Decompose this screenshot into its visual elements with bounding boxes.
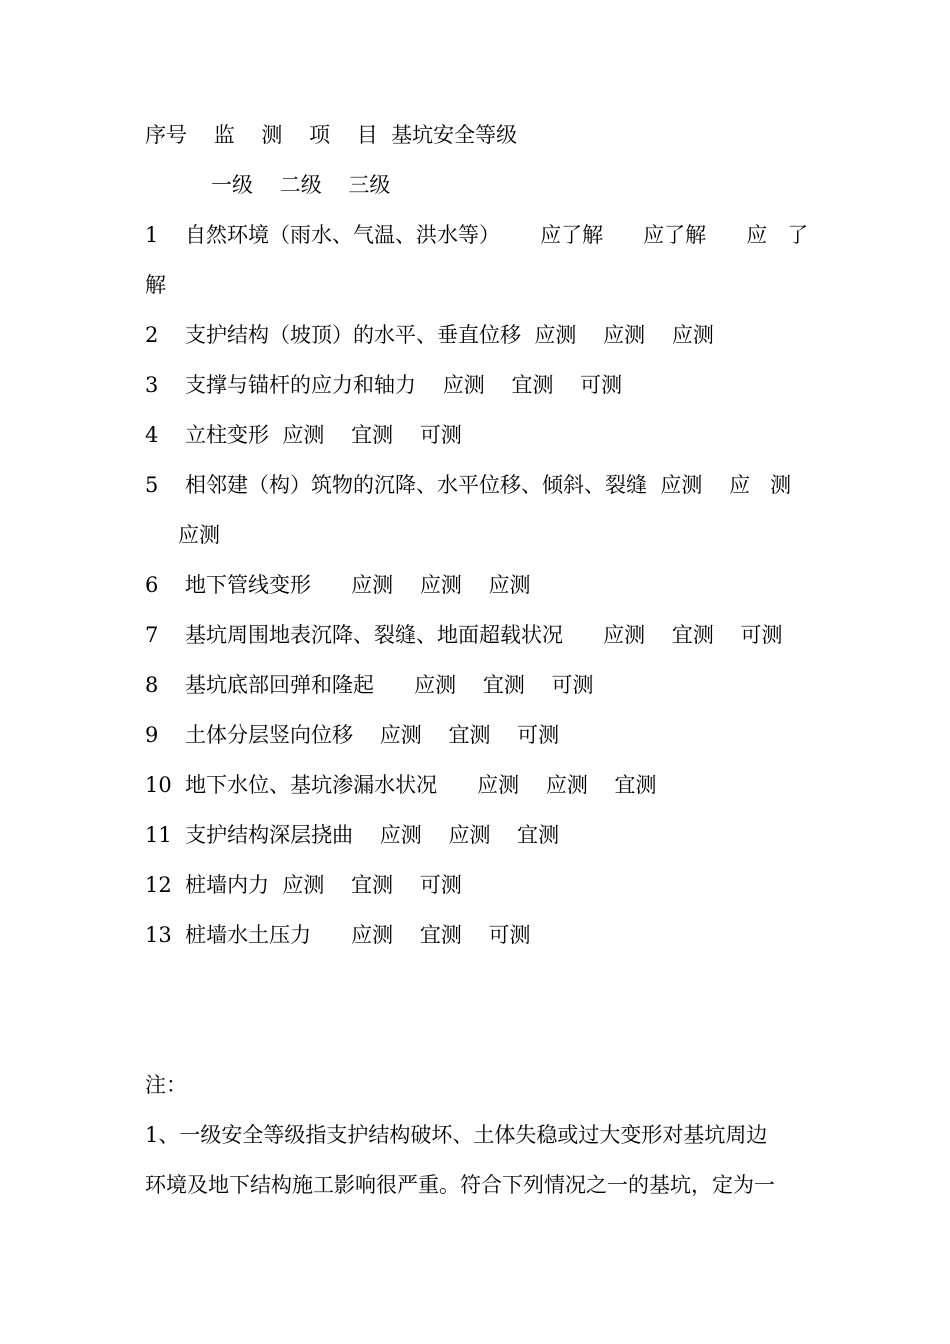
table-header-levels: 一级 二级 三级 — [211, 173, 391, 197]
monitoring-row-2: 2 支护结构（坡顶）的水平、垂直位移 应测 应测 应测 — [145, 323, 714, 347]
note-item-1-line-2: 环境及地下结构施工影响很严重。符合下列情况之一的基坑，定为一 — [145, 1173, 775, 1197]
monitoring-row-7: 7 基坑周围地表沉降、裂缝、地面超载状况 应测 宜测 可测 — [145, 623, 783, 647]
monitoring-row-12: 12 桩墙内力 应测 宜测 可测 — [145, 873, 462, 897]
monitoring-row-9: 9 土体分层竖向位移 应测 宜测 可测 — [145, 723, 560, 747]
note-item-1-line-1: 1、一级安全等级指支护结构破坏、土体失稳或过大变形对基坑周边 — [145, 1123, 768, 1147]
monitoring-row-6: 6 地下管线变形 应测 应测 应测 — [145, 573, 531, 597]
monitoring-row-5: 5 相邻建（构）筑物的沉降、水平位移、倾斜、裂缝 应测 应 测 — [145, 473, 792, 497]
monitoring-row-8: 8 基坑底部回弹和隆起 应测 宜测 可测 — [145, 673, 594, 697]
monitoring-row-10: 10 地下水位、基坑渗漏水状况 应测 应测 宜测 — [145, 773, 657, 797]
monitoring-row-13: 13 桩墙水土压力 应测 宜测 可测 — [145, 923, 531, 947]
monitoring-row-5-continued: 应测 — [178, 523, 220, 547]
monitoring-row-1: 1 自然环境（雨水、气温、洪水等） 应了解 应了解 应 了 — [145, 223, 809, 247]
monitoring-row-11: 11 支护结构深层挠曲 应测 应测 宜测 — [145, 823, 560, 847]
monitoring-row-3: 3 支撑与锚杆的应力和轴力 应测 宜测 可测 — [145, 373, 623, 397]
notes-label: 注： — [145, 1073, 187, 1097]
table-header-title: 序号 监 测 项 目 基坑安全等级 — [145, 123, 518, 147]
monitoring-row-1-continued: 解 — [145, 273, 166, 297]
monitoring-row-4: 4 立柱变形 应测 宜测 可测 — [145, 423, 462, 447]
